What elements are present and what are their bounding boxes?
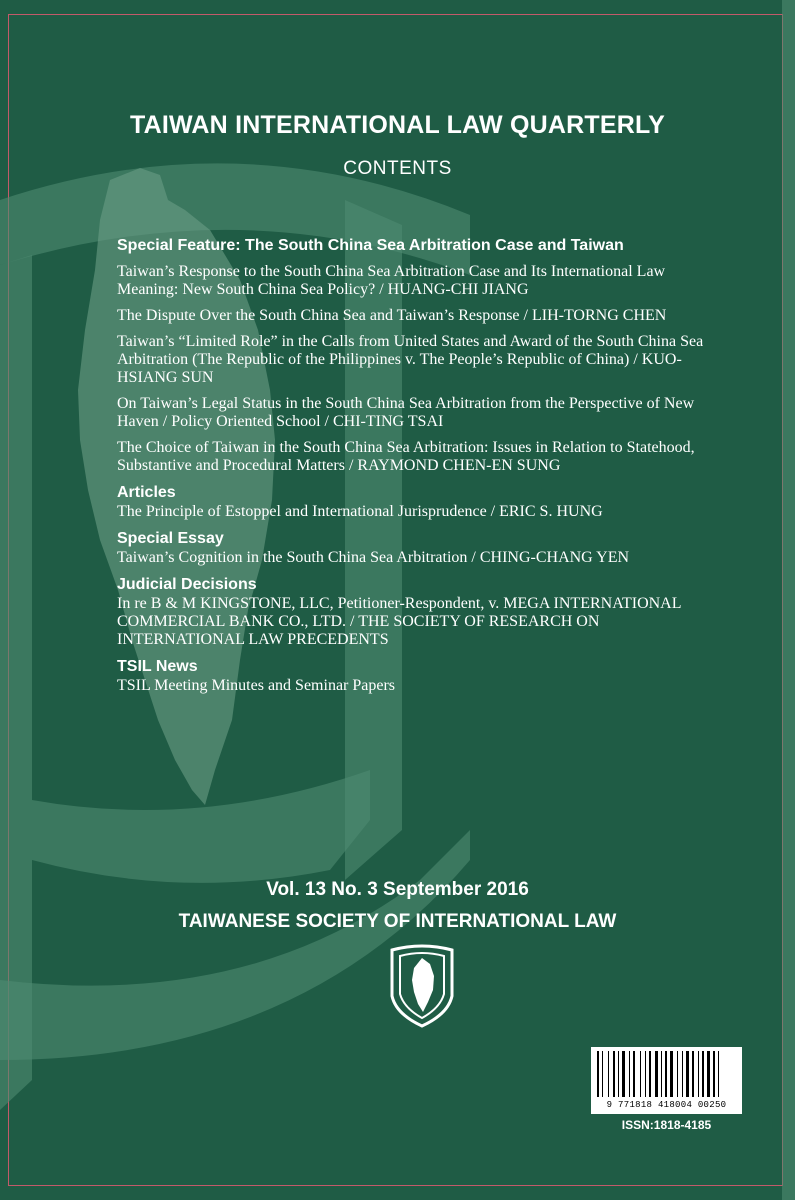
barcode-bar: [618, 1051, 619, 1097]
barcode-bar: [655, 1051, 658, 1097]
barcode-bar: [665, 1051, 667, 1097]
section-heading: TSIL News: [117, 658, 198, 675]
toc-entry: TSIL Meeting Minutes and Seminar Papers: [117, 677, 396, 694]
barcode-bar: [670, 1051, 673, 1097]
section-heading: Articles: [117, 484, 176, 501]
barcode-bar: [682, 1051, 683, 1097]
barcode-bar: [692, 1051, 694, 1097]
barcode-digits: 9 771818 418004 00250: [606, 1100, 727, 1110]
toc-entry: Taiwan’s Response to the South China Sea Arbitration Case and Its International Law Meaning: New South China Sea Policy? / HUANG-CHI JIANG: [117, 263, 666, 298]
section-heading: Judicial Decisions: [117, 576, 257, 593]
toc-entry: Taiwan’s “Limited Role” in the Calls from United States and Award of the South China Sea Arbitration (The Republic of the Philippines v. The People’s Republic of China) / KUO-HSIANG SUN: [117, 333, 704, 386]
table-of-contents: [117, 236, 729, 703]
barcode-bar: [608, 1051, 609, 1097]
barcode-bar: [645, 1051, 646, 1097]
barcode-bar: [597, 1051, 599, 1097]
contents-heading: CONTENTS: [343, 158, 452, 179]
journal-title: TAIWAN INTERNATIONAL LAW QUARTERLY: [129, 111, 666, 139]
toc-entry: The Dispute Over the South China Sea and Taiwan’s Response / LIH-TORNG CHEN: [117, 307, 667, 324]
barcode-bar: [713, 1051, 715, 1097]
barcode-bar: [649, 1051, 651, 1097]
section-special-feature: [117, 236, 729, 475]
toc-entry: Taiwan’s Cognition in the South China Sea Arbitration / CHING-CHANG YEN: [117, 549, 630, 566]
section-heading: Special Feature: The South China Sea Arbitration Case and Taiwan: [117, 237, 624, 254]
toc-entry: The Principle of Estoppel and International Jurisprudence / ERIC S. HUNG: [117, 503, 603, 520]
section-articles: [117, 483, 729, 521]
barcode-bar: [613, 1051, 615, 1097]
toc-entry: On Taiwan’s Legal Status in the South China Sea Arbitration from the Perspective of New Haven / Policy Oriented School / CHI-TING TSAI: [117, 395, 695, 430]
barcode-bar: [661, 1051, 662, 1097]
barcode-bar: [633, 1051, 635, 1097]
volume-info: Vol. 13 No. 3 September 2016: [266, 879, 529, 900]
barcode: [591, 1047, 742, 1114]
barcode-bar: [698, 1051, 699, 1097]
section-tsil-news: [117, 657, 729, 695]
barcode-bar: [686, 1051, 689, 1097]
section-judicial-decisions: [117, 575, 729, 649]
barcode-bar: [677, 1051, 678, 1097]
toc-entry: In re B & M KINGSTONE, LLC, Petitioner-Respondent, v. MEGA INTERNATIONAL COMMERCIAL BANK CO., LTD. / THE SOCIETY OF RESEARCH ON INTERNATIONAL LAW PRECEDENTS: [117, 595, 681, 648]
barcode-bar: [702, 1051, 704, 1097]
barcode-bar: [602, 1051, 603, 1097]
society-name: TAIWANESE SOCIETY OF INTERNATIONAL LAW: [178, 911, 617, 932]
barcode-bar: [718, 1051, 719, 1097]
toc-entry: The Choice of Taiwan in the South China Sea Arbitration: Issues in Relation to Statehood, Substantive and Procedural Matters / RAYMOND CHEN-EN SUNG: [117, 439, 695, 474]
section-special-essay: [117, 529, 729, 567]
barcode-bar: [622, 1051, 625, 1097]
issn-label: ISSN:1818-4185: [621, 1118, 712, 1132]
barcode-bars: [591, 1047, 742, 1099]
shield-logo-icon: [388, 944, 456, 1028]
barcode-bar: [629, 1051, 630, 1097]
barcode-bar: [707, 1051, 710, 1097]
section-heading: Special Essay: [117, 530, 224, 547]
barcode-bar: [640, 1051, 641, 1097]
